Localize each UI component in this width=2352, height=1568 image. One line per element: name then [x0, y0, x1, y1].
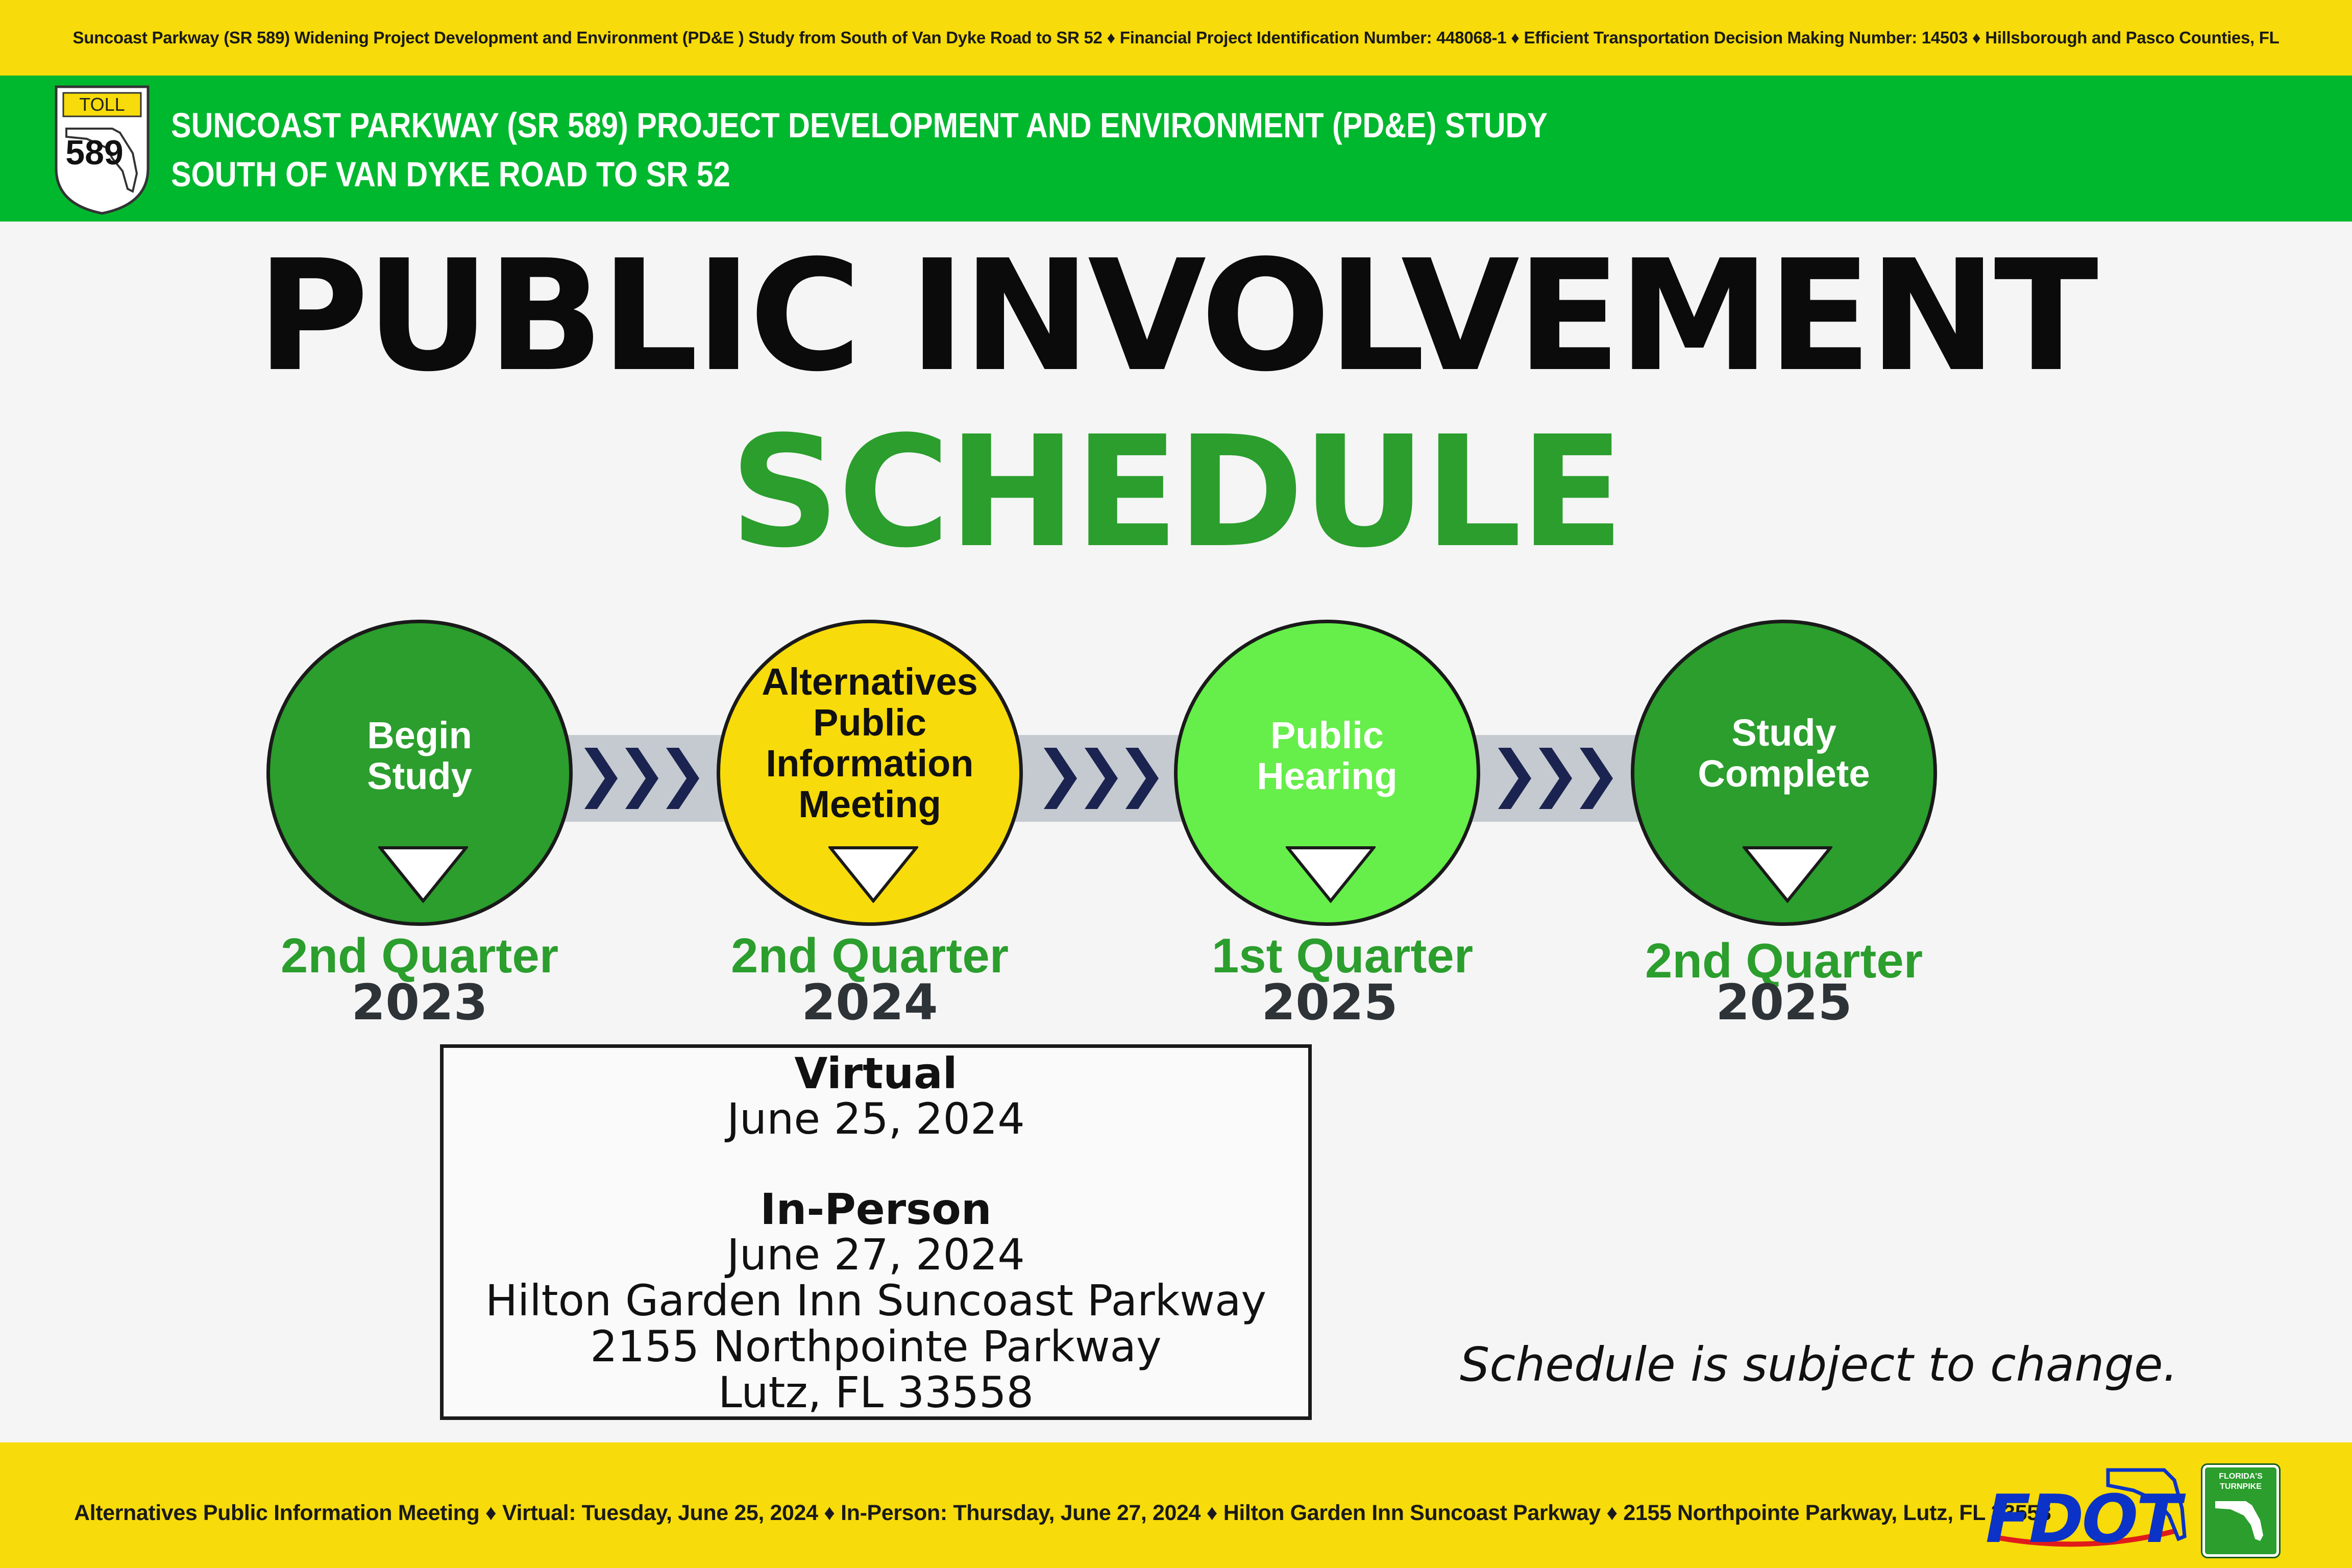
turnpike-line-2: TURNPIKE [2220, 1482, 2262, 1491]
chevron-right-icon [1125, 748, 1159, 809]
milestone-quarter: 1st Quarter [1211, 928, 1474, 983]
milestone-alternatives-meeting [717, 620, 1023, 926]
chevron-group-3 [1498, 748, 1613, 809]
chevron-right-icon [1580, 748, 1613, 809]
milestone-quarter: 2nd Quarter [1645, 934, 1923, 988]
in-person-heading: In-Person [760, 1184, 992, 1234]
milestone-year: 2024 [801, 974, 938, 1031]
page-title: PUBLIC INVOLVEMENT [256, 227, 2096, 405]
milestone-label: Begin Study [367, 714, 472, 797]
fdot-wordmark: FDOT [1986, 1480, 2179, 1558]
milestone-label: Alternatives Public Information Meeting [762, 660, 978, 825]
milestone-study-complete [1631, 620, 1937, 926]
page-subtitle: SCHEDULE [729, 403, 1623, 581]
triangle-down-icon [1743, 846, 1832, 903]
florida-turnpike-logo [2202, 1465, 2279, 1557]
venue-address-line-1: 2155 Northpointe Parkway [590, 1321, 1162, 1371]
bottom-info-text: Alternatives Public Information Meeting ♦ Virtual: Tuesday, June 25, 2024 ♦ In-Person: Thursday, June 27, 2024 ♦ Hilton Garden Inn Suncoast Parkway ♦ 2155 Northpointe Parkway, Lutz, FL 33558 [74, 1501, 2051, 1525]
milestone-label: Study Complete [1698, 712, 1870, 795]
triangle-down-icon [1286, 846, 1376, 903]
schedule-disclaimer: Schedule is subject to change. [1460, 1337, 2178, 1392]
turnpike-line-1: FLORIDA'S [2219, 1472, 2263, 1481]
route-number: 589 [65, 133, 124, 172]
milestone-year: 2023 [351, 974, 488, 1031]
milestone-public-hearing [1174, 620, 1480, 926]
chevron-right-icon [584, 748, 618, 809]
milestone-quarter: 2nd Quarter [730, 928, 1009, 983]
in-person-date: June 27, 2024 [727, 1230, 1025, 1280]
chevron-right-icon [666, 748, 699, 809]
virtual-heading: Virtual [794, 1048, 958, 1098]
header-line-2: SOUTH OF VAN DYKE ROAD TO SR 52 [171, 155, 730, 194]
triangle-down-icon [378, 846, 468, 903]
milestone-quarter: 2nd Quarter [280, 928, 559, 983]
venue-name: Hilton Garden Inn Suncoast Parkway [485, 1276, 1267, 1326]
florida-map-icon [2210, 1492, 2271, 1543]
meeting-details-box [440, 1044, 1312, 1420]
header-line-1: SUNCOAST PARKWAY (SR 589) PROJECT DEVELOPMENT AND ENVIRONMENT (PD&E) STUDY [171, 106, 1548, 145]
chevron-right-icon [1539, 748, 1572, 809]
milestone-year: 2025 [1716, 974, 1852, 1031]
milestone-year: 2025 [1261, 974, 1398, 1031]
chevron-right-icon [1085, 748, 1118, 809]
triangle-down-icon [828, 846, 918, 903]
top-info-text: Suncoast Parkway (SR 589) Widening Project Development and Environment (PD&E ) Study from South of Van Dyke Road to SR 52 ♦ Financial Project Identification Number: 448068-1 ♦ Efficient Transportation Decision Making Number: 14503 ♦ Hillsborough and Pasco Counties, FL [72, 28, 2280, 47]
venue-address-line-2: Lutz, FL 33558 [718, 1367, 1034, 1417]
milestone-begin-study [266, 620, 573, 926]
fdot-logo [1980, 1460, 2195, 1562]
chevron-right-icon [1044, 748, 1077, 809]
toll-label: TOLL [79, 94, 125, 115]
chevron-group-1 [584, 748, 699, 809]
chevron-right-icon [625, 748, 658, 809]
chevron-right-icon [1498, 748, 1531, 809]
chevron-group-2 [1044, 748, 1159, 809]
virtual-date: June 25, 2024 [727, 1094, 1025, 1144]
milestone-label: Public Hearing [1257, 714, 1398, 797]
